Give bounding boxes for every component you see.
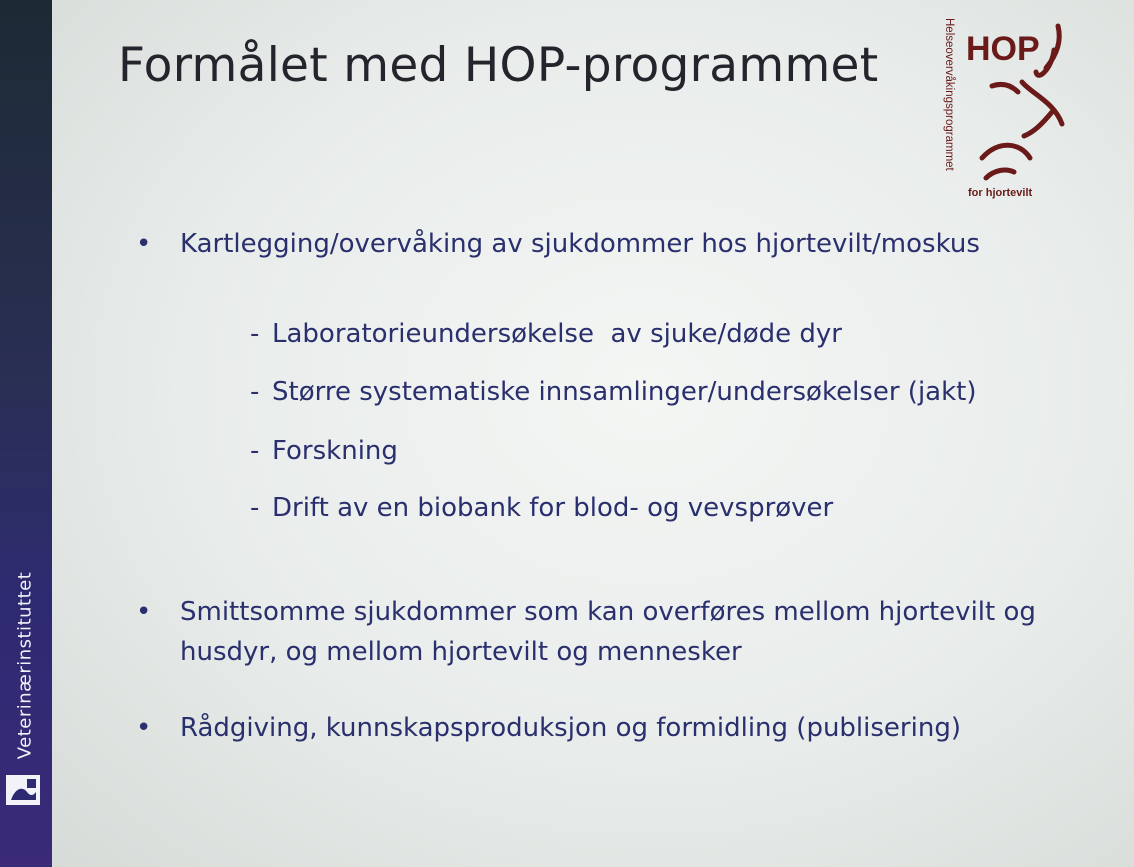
org-name-label: Veterinærinstituttet bbox=[14, 571, 36, 759]
bullet-item bbox=[136, 708, 961, 748]
hop-logo-bottom-text: for hjortevilt bbox=[968, 187, 1033, 199]
slide-title: Formålet med HOP-programmet bbox=[118, 38, 879, 93]
sub-item-text: Laboratorieundersøkelse av sjuke/døde dyr bbox=[272, 319, 842, 349]
sub-item-text: Forskning bbox=[272, 436, 398, 466]
bullet-text: Kartlegging/overvåking av sjukdommer hos hjortevilt/moskus bbox=[180, 229, 980, 259]
sub-item bbox=[250, 431, 398, 471]
sub-item-text: Drift av en biobank for blod- og vevsprøver bbox=[272, 493, 834, 523]
sidebar bbox=[0, 0, 52, 867]
sub-item-text: Større systematiske innsamlinger/undersøkelser (jakt) bbox=[272, 377, 977, 407]
bullet-item bbox=[136, 592, 1096, 672]
bullet-text: Rådgiving, kunnskapsproduksjon og formidling (publisering) bbox=[180, 713, 961, 743]
hop-logo-vertical-text: Helseovervåkingsprogrammet bbox=[943, 18, 955, 171]
bullet-symbol: • bbox=[136, 597, 152, 627]
sub-item-dash: - bbox=[250, 377, 260, 407]
institute-logo-icon bbox=[5, 774, 41, 806]
bullet-symbol: • bbox=[136, 229, 152, 259]
sub-item-dash: - bbox=[250, 493, 260, 523]
slide bbox=[52, 0, 1134, 867]
bullet-item bbox=[136, 224, 980, 264]
hop-logo bbox=[934, 12, 1074, 202]
sub-item-dash: - bbox=[250, 436, 260, 466]
sub-item bbox=[250, 488, 833, 528]
sub-item bbox=[250, 372, 977, 412]
hop-logo-main-text: HOP bbox=[966, 30, 1040, 68]
bullet-text: Smittsomme sjukdommer som kan overføres mellom hjortevilt og husdyr, og mellom hjortevilt og mennesker bbox=[180, 597, 1036, 667]
bullet-symbol: • bbox=[136, 713, 152, 743]
sidebar-org-name bbox=[10, 560, 40, 770]
sub-item bbox=[250, 314, 842, 354]
sub-item-dash: - bbox=[250, 319, 260, 349]
